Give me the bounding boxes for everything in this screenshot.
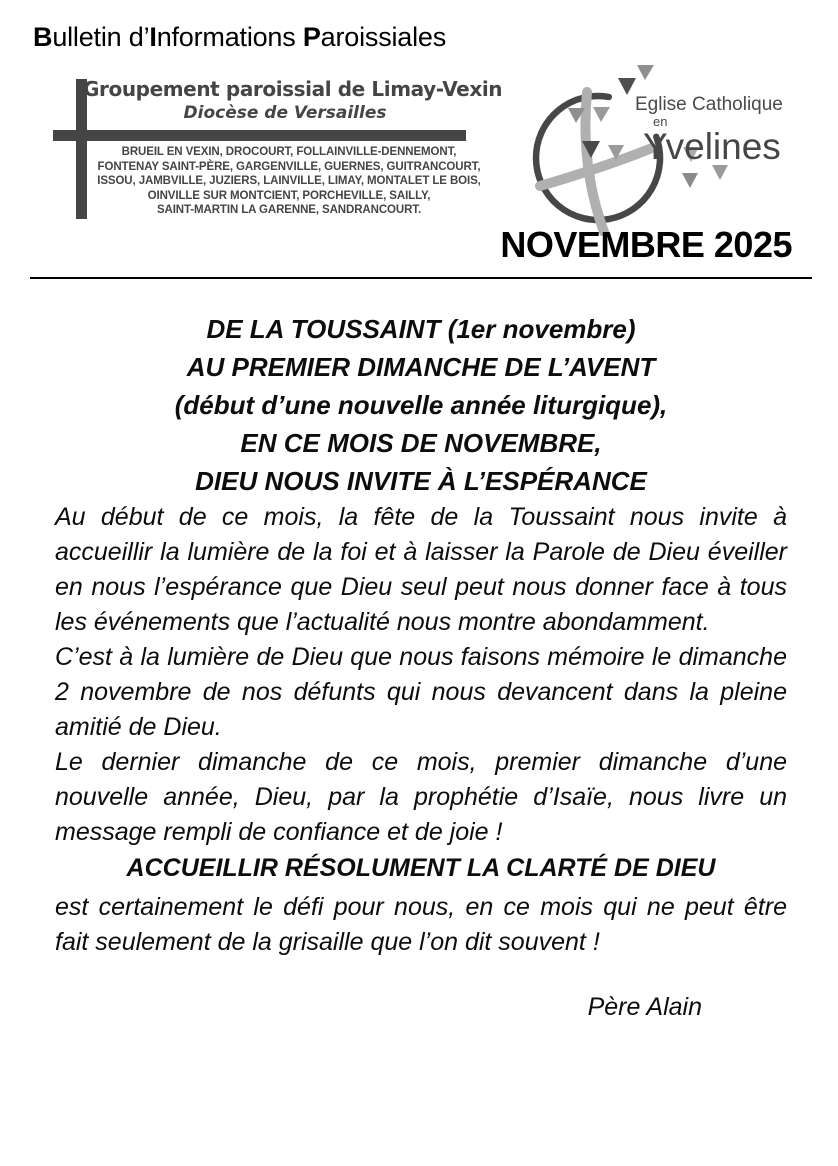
signature: Père Alain bbox=[587, 993, 702, 1021]
paragraph: Le dernier dimanche de ce mois, premier dimanche d’une nouvelle année, Dieu, par la prophétie d’Isaïe, nous livre un message rempli de confiance et de joie ! bbox=[55, 748, 787, 846]
parish-group-name: Groupement paroissial de Limay-Vexin bbox=[83, 77, 503, 101]
bulletin-title-initial-b: B bbox=[33, 22, 53, 52]
article-title-line: DE LA TOUSSAINT (1er novembre) bbox=[206, 314, 636, 344]
paragraph: Au début de ce mois, la fête de la Toussaint nous invite à accueillir la lumière de la foi et à laisser la Parole de Dieu éveiller en nous l’espérance que Dieu seul peut nous donner face à tous les événements que l’actualité nous montre abondamment. bbox=[55, 503, 787, 636]
towns-line: ISSOU, JAMBVILLE, JUZIERS, LAINVILLE, LIMAY, MONTALET LE BOIS, bbox=[97, 175, 481, 188]
towns-line: BRUEIL EN VEXIN, DROCOURT, FOLLAINVILLE-DENNEMONT, bbox=[121, 146, 457, 158]
article-title-line: (début d’une nouvelle année liturgique), bbox=[174, 390, 668, 420]
article-text bbox=[55, 500, 787, 1025]
bulletin-title-initial-p: P bbox=[302, 22, 321, 52]
article-title bbox=[55, 310, 787, 500]
bulletin-title-text: nformations bbox=[156, 22, 303, 52]
logo-text-line3: Yvelines bbox=[643, 126, 781, 167]
emphasis-heading: ACCUEILLIR RÉSOLUMENT LA CLARTÉ DE DIEU bbox=[126, 854, 716, 882]
towns-line: FONTENAY SAINT-PÈRE, GARGENVILLE, GUERNES, GUITRANCOURT, bbox=[97, 160, 481, 173]
article-title-line: EN CE MOIS DE NOVEMBRE, bbox=[240, 428, 602, 458]
towns-line: SAINT-MARTIN LA GARENNE, SANDRANCOURT. bbox=[156, 204, 422, 217]
logo-text-line1: Eglise Catholique bbox=[635, 94, 783, 115]
bulletin-title-text: aroissiales bbox=[320, 22, 447, 52]
bulletin-title-initial-i: I bbox=[149, 22, 157, 52]
diocese-name: Diocèse de Versailles bbox=[183, 103, 387, 123]
closing-paragraph: est certainement le défi pour nous, en ce mois qui ne peut être fait seulement de la grisaille que l’on dit souvent ! bbox=[55, 893, 787, 956]
towns-line: OINVILLE SUR MONTCIENT, PORCHEVILLE, SAILLY, bbox=[147, 189, 431, 202]
paragraph: C’est à la lumière de Dieu que nous faisons mémoire le dimanche 2 novembre de nos défunts qui nous devancent dans la pleine amitié de Dieu. bbox=[55, 643, 787, 741]
bulletin-title-text: ulletin d’ bbox=[52, 22, 150, 52]
month-year-heading: NOVEMBRE 2025 bbox=[500, 224, 792, 265]
article-title-line: AU PREMIER DIMANCHE DE L’AVENT bbox=[186, 352, 656, 382]
article-title-line: DIEU NOUS INVITE À L’ESPÉRANCE bbox=[195, 466, 647, 496]
logo-text-line2: en bbox=[653, 114, 668, 129]
